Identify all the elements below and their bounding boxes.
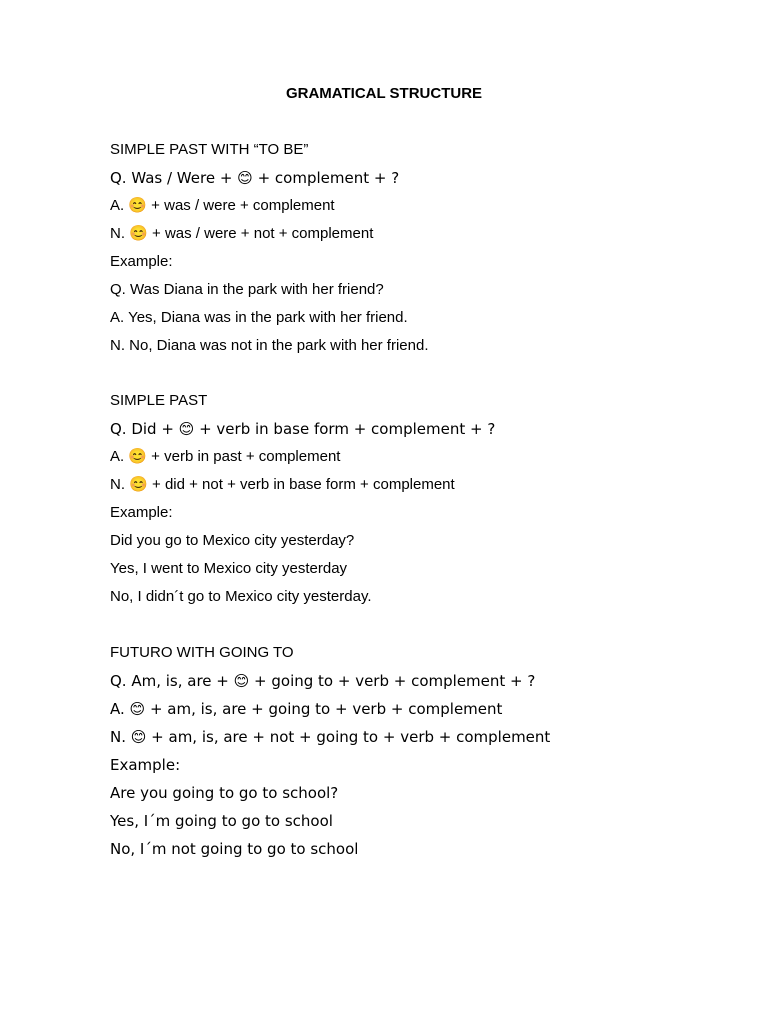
section-simple-past <box>110 387 730 611</box>
section-future-going-to <box>110 639 730 863</box>
negative-structure: N. 😊 + am, is, are + not + going to + verb + complement <box>110 728 551 746</box>
affirmative-structure: A. 😊 + verb in past + complement <box>110 448 341 465</box>
example-question: Did you go to Mexico city yesterday? <box>110 532 355 549</box>
question-structure: Q. Did + 😊 + verb in base form + complement + ? <box>110 420 496 438</box>
example-affirmative: A. Yes, Diana was in the park with her friend. <box>110 309 408 326</box>
section-heading: FUTURO WITH GOING TO <box>110 644 294 661</box>
section-heading: SIMPLE PAST WITH “TO BE” <box>110 141 309 158</box>
example-negative: No, I´m not going to go to school <box>110 840 359 858</box>
example-label: Example: <box>110 756 181 774</box>
affirmative-structure: A. 😊 + am, is, are + going to + verb + complement <box>110 700 503 718</box>
question-structure: Q. Was / Were + 😊 + complement + ? <box>110 169 400 187</box>
question-structure: Q. Am, is, are + 😊 + going to + verb + complement + ? <box>110 672 536 690</box>
example-question: Q. Was Diana in the park with her friend? <box>110 281 384 298</box>
example-label: Example: <box>110 504 173 521</box>
example-negative: No, I didn´t go to Mexico city yesterday. <box>110 588 372 605</box>
example-question: Are you going to go to school? <box>110 784 339 802</box>
affirmative-structure: A. 😊 + was / were + complement <box>110 197 335 214</box>
document-title: GRAMATICAL STRUCTURE <box>285 85 483 102</box>
section-heading: SIMPLE PAST <box>110 392 208 409</box>
negative-structure: N. 😊 + did + not + verb in base form + complement <box>110 476 455 493</box>
example-affirmative: Yes, I´m going to go to school <box>110 812 333 830</box>
example-negative: N. No, Diana was not in the park with her friend. <box>110 337 429 354</box>
example-label: Example: <box>110 253 173 270</box>
negative-structure: N. 😊 + was / were + not + complement <box>110 225 374 242</box>
section-simple-past-to-be <box>110 136 730 360</box>
example-affirmative: Yes, I went to Mexico city yesterday <box>110 560 348 577</box>
